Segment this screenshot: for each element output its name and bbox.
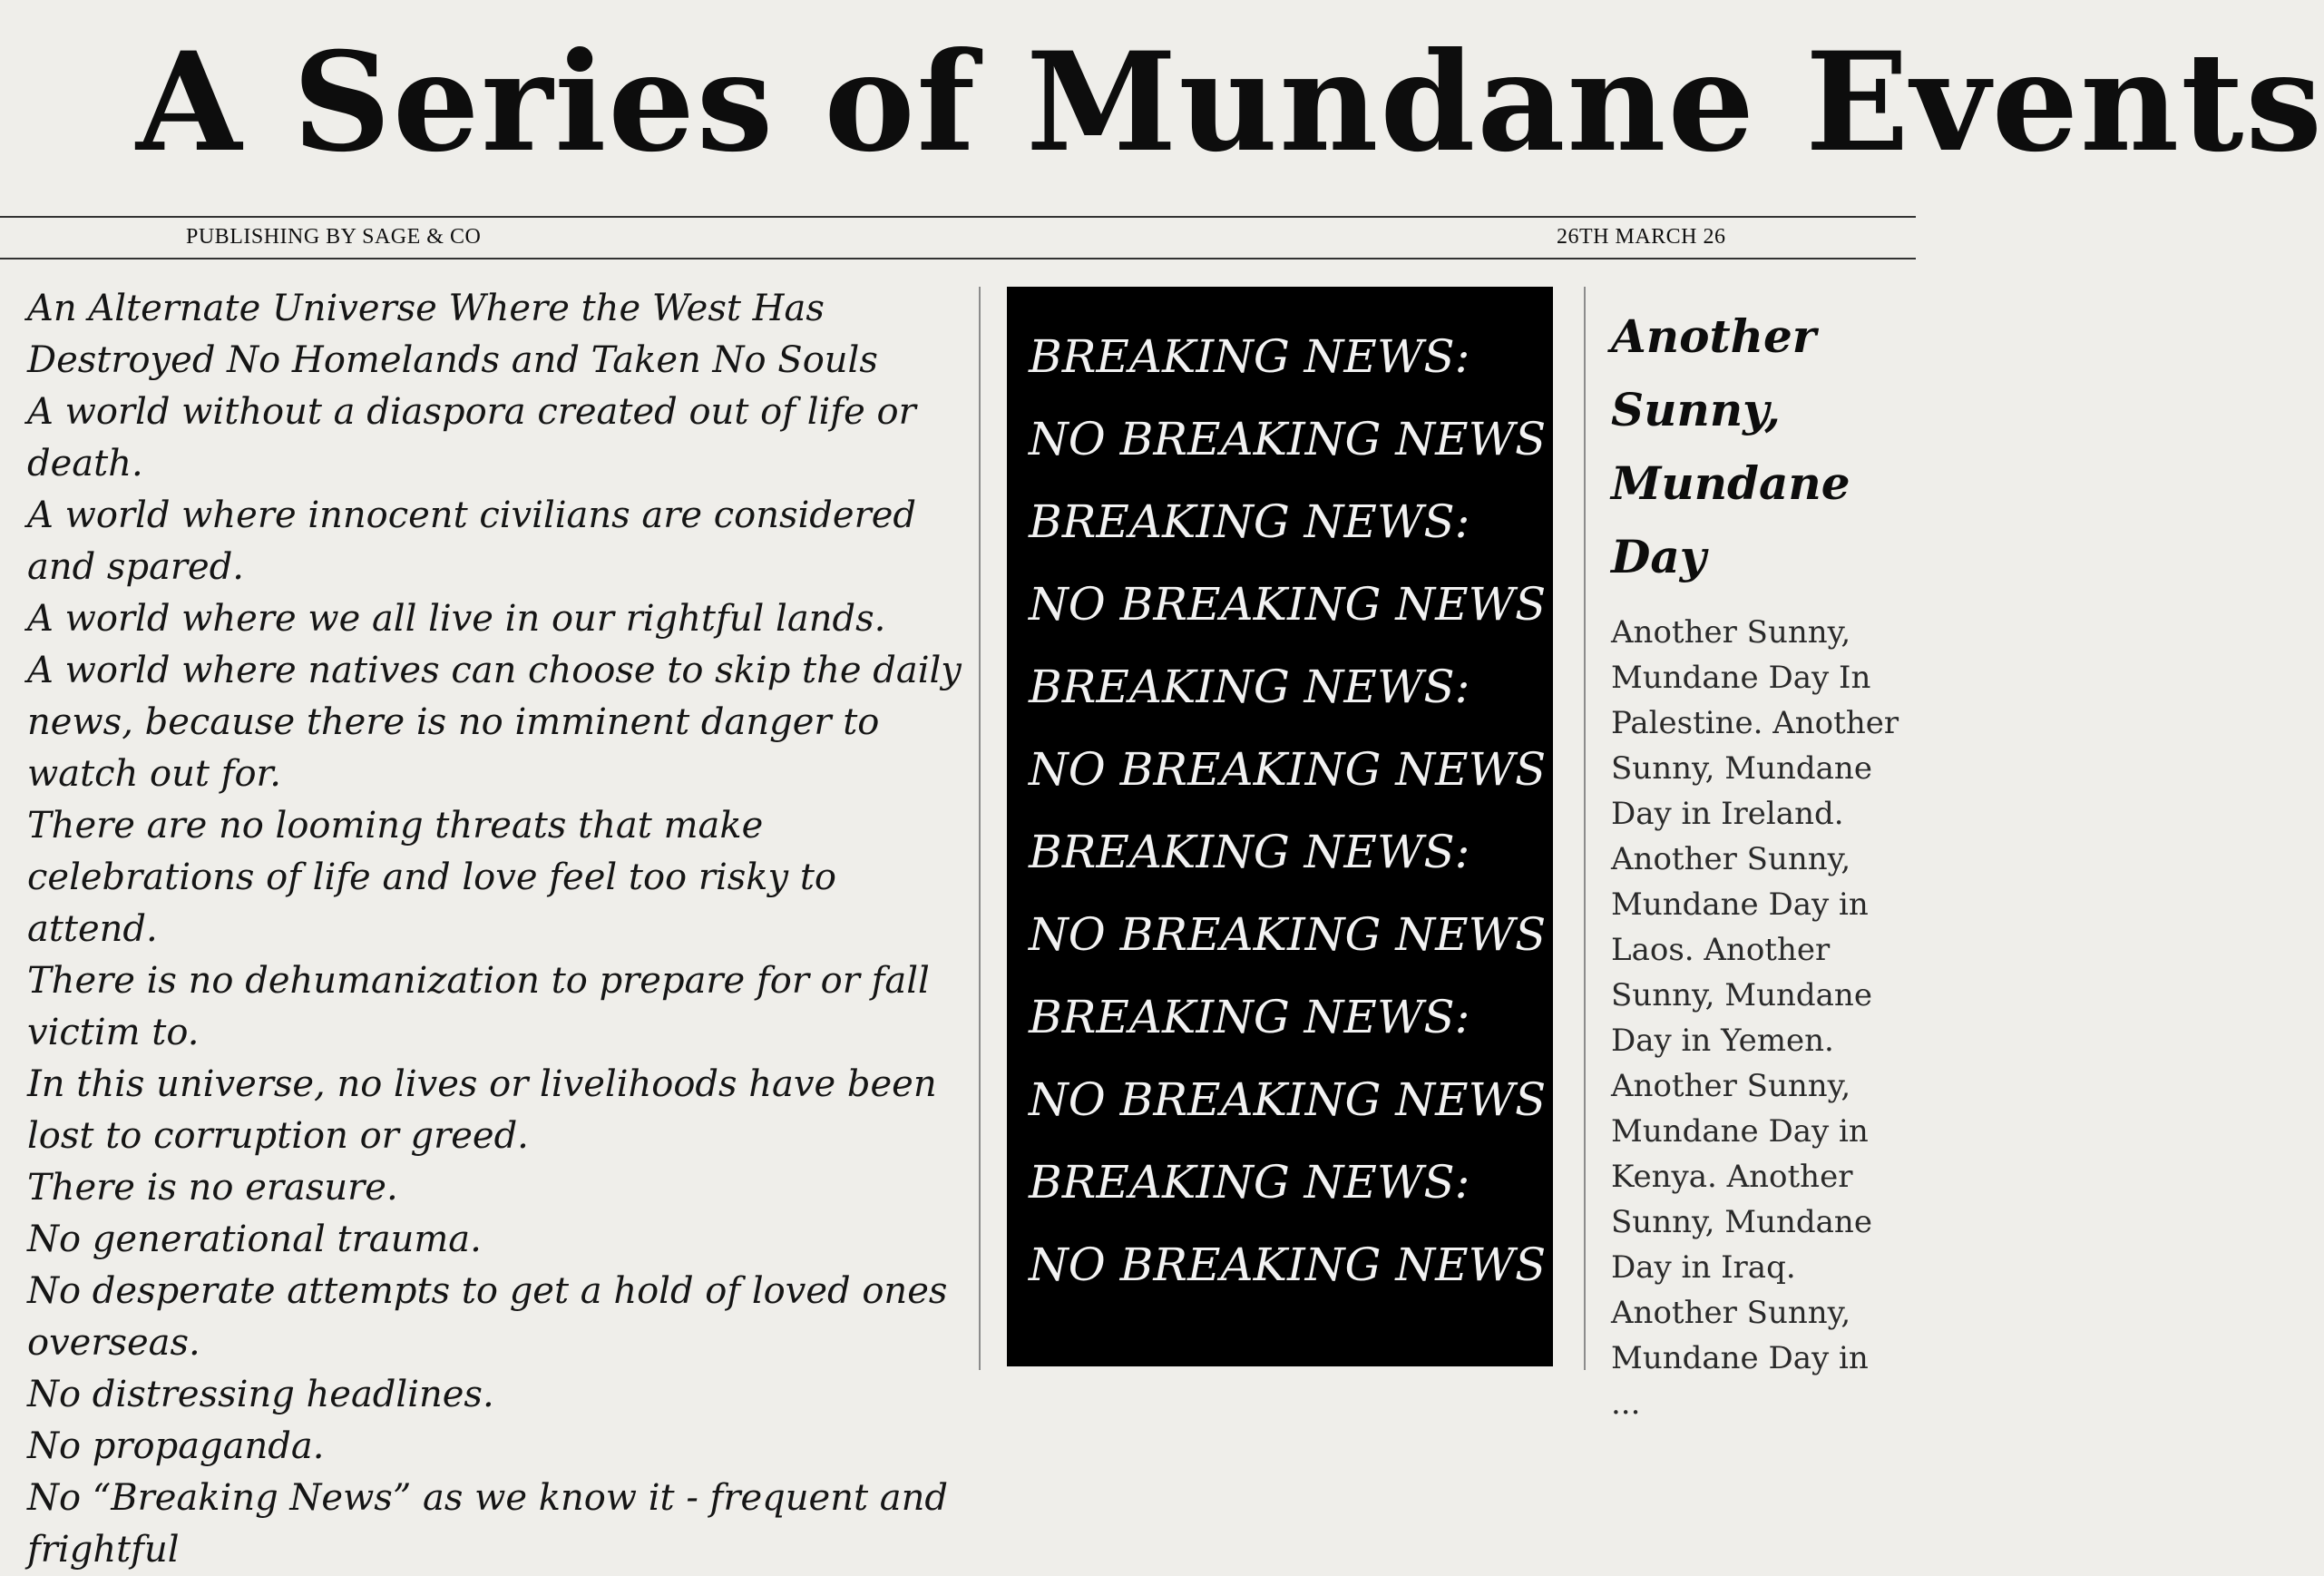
breaking-news-line: BREAKING NEWS: bbox=[1029, 1156, 1470, 1209]
breaking-news-line: NO BREAKING NEWS bbox=[1029, 908, 1547, 961]
publisher-line: PUBLISHING BY SAGE & CO bbox=[186, 225, 482, 249]
column-divider-left bbox=[979, 287, 981, 1370]
article-line: A world without a diaspora created out of life or death. bbox=[27, 391, 916, 485]
article-line: No desperate attempts to get a hold of loved ones overseas. bbox=[27, 1270, 948, 1364]
article-line: There is no dehumanization to prepare for or fall victim to. bbox=[27, 960, 930, 1053]
breaking-news-line: BREAKING NEWS: bbox=[1029, 495, 1470, 548]
breaking-news-line: BREAKING NEWS: bbox=[1029, 330, 1470, 383]
article-line: No “Breaking News” as we know it - frequent and frightful bbox=[27, 1477, 948, 1571]
left-column-article bbox=[27, 283, 971, 1571]
breaking-news-line: BREAKING NEWS: bbox=[1029, 991, 1470, 1043]
article-line: In this universe, no lives or livelihoods have been lost to corruption or greed. bbox=[27, 1063, 937, 1157]
article-line: No generational trauma. bbox=[27, 1219, 482, 1260]
breaking-news-line: NO BREAKING NEWS bbox=[1029, 413, 1547, 465]
breaking-news-line: BREAKING NEWS: bbox=[1029, 826, 1470, 878]
masthead-rule-top bbox=[0, 216, 1916, 218]
breaking-news-line: NO BREAKING NEWS bbox=[1029, 1073, 1547, 1126]
article-line: There is no erasure. bbox=[27, 1167, 398, 1209]
right-body-text: Another Sunny, Mundane Day In Palestine. Another Sunny, Mundane Day in Ireland. Another Sunny, Mundane Day in Laos. Another Sunny, Mundane Day in Yemen. Another Sunny, Mundane Day in Kenya. Another Sunny, Mundane Day in Iraq. Another Sunny, Mundane Day in ... bbox=[1611, 614, 1899, 1422]
breaking-news-line: BREAKING NEWS: bbox=[1029, 661, 1470, 713]
right-headline: Another Sunny, Mundane Day bbox=[1611, 309, 1850, 583]
article-line: A world where natives can choose to skip the daily news, because there is no imminent danger to watch out for. bbox=[27, 650, 962, 795]
masthead-title: A Series of Mundane Events bbox=[136, 23, 2324, 182]
right-column-article bbox=[1611, 299, 1901, 1422]
breaking-news-box bbox=[1007, 287, 1553, 1366]
article-line: No propaganda. bbox=[27, 1425, 325, 1467]
masthead-rule-bottom bbox=[0, 258, 1916, 259]
breaking-news-line: NO BREAKING NEWS bbox=[1029, 1238, 1547, 1291]
article-line: A world where we all live in our rightful lands. bbox=[27, 598, 886, 640]
article-line: No distressing headlines. bbox=[27, 1374, 494, 1415]
article-line: A world where innocent civilians are considered and spared. bbox=[27, 494, 916, 588]
masthead bbox=[0, 0, 2324, 214]
breaking-news-line: NO BREAKING NEWS bbox=[1029, 743, 1547, 796]
breaking-news-line: NO BREAKING NEWS bbox=[1029, 578, 1547, 631]
issue-date: 26TH MARCH 26 bbox=[1557, 225, 1726, 249]
column-divider-right bbox=[1584, 287, 1586, 1370]
article-line: There are no looming threats that make celebrations of life and love feel too risky to attend. bbox=[27, 805, 836, 950]
article-line: An Alternate Universe Where the West Has Destroyed No Homelands and Taken No Souls bbox=[27, 288, 878, 381]
